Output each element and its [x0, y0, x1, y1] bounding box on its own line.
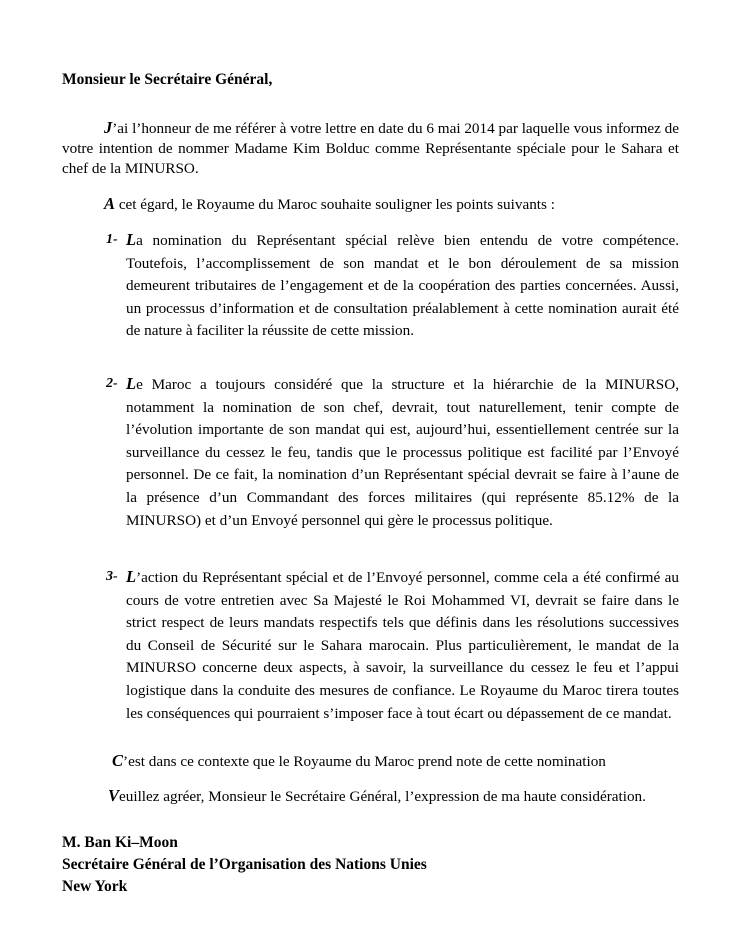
point-3 — [106, 566, 679, 725]
point-2 — [106, 373, 679, 532]
drop-initial: L — [126, 567, 137, 586]
drop-initial: C — [112, 751, 124, 770]
lead-text: cet égard, le Royaume du Maroc souhaite souligner les points suivants : — [115, 196, 555, 213]
point-text: a nomination du Représentant spécial relève bien entendu de votre compétence. Toutefois, l’accomplissement de son mandat et le bon déroulement de sa mission demeurent tributaires de l’engagement et de la coopération des parties concernées. Aussi, un processus d’information et de consultation préalablement à cette nomination aurait été de nature à faciliter la réussite de cette mission. — [126, 232, 679, 340]
intro-paragraph — [62, 118, 679, 179]
drop-initial: V — [108, 786, 120, 805]
drop-initial: L — [126, 374, 137, 393]
drop-initial: J — [104, 118, 113, 137]
drop-initial: A — [104, 194, 116, 213]
point-number: 1- — [106, 232, 118, 247]
addressee-city: New York — [62, 878, 128, 895]
point-number: 3- — [106, 569, 118, 584]
lead-paragraph — [104, 194, 555, 214]
point-text: e Maroc a toujours considéré que la structure et la hiérarchie de la MINURSO, notamment la nomination de son chef, devrait, tout naturellement, tenir compte de l’évolution importante de son mandat qui est, aujourd’hui, essentiellement centrée sur la surveillance du cessez le feu, tandis que le processus politique est facilité par l’Envoyé personnel. De ce fait, la nomination d’un Représentant spécial devrait se faire à l’aune de la présence d’un Commandant des forces militaires (qui représente 85.12% de la MINURSO) et d’un Envoyé personnel qui gère le processus politique. — [126, 376, 679, 529]
conclusion-paragraph — [112, 751, 606, 771]
conclusion-text: ’est dans ce contexte que le Royaume du Maroc prend note de cette nomination — [123, 753, 606, 770]
closing-text: euillez agréer, Monsieur le Secrétaire Général, l’expression de ma haute considération. — [119, 788, 646, 805]
intro-text: ’ai l’honneur de me référer à votre lettre en date du 6 mai 2014 par laquelle vous informez de votre intention de nommer Madame Kim Bolduc comme Représentante spéciale pour le Sahara et chef de la MINURSO. — [62, 120, 680, 177]
point-1 — [106, 229, 679, 343]
closing-paragraph — [108, 786, 646, 806]
salutation: Monsieur le Secrétaire Général, — [62, 71, 273, 88]
addressee-name: M. Ban Ki–Moon — [62, 834, 178, 851]
addressee-title: Secrétaire Général de l’Organisation des Nations Unies — [62, 856, 427, 873]
drop-initial: L — [126, 230, 137, 249]
point-number: 2- — [106, 376, 118, 391]
point-text: ’action du Représentant spécial et de l’Envoyé personnel, comme cela a été confirmé au cours de votre entretien avec Sa Majesté le Roi Mohammed VI, devrait se faire dans le strict respect de leurs mandats respectifs tels que définis dans les résolutions successives du Conseil de Sécurité sur le Sahara marocain. Plus particulièrement, le mandat de la MINURSO concerne deux aspects, à savoir, la surveillance du cessez le feu et l’appui logistique dans la conduite des mesures de confiance. Le Royaume du Maroc tirera toutes les conséquences qui pourraient s’imposer face à tout écart ou dépassement de ce mandat. — [126, 569, 679, 722]
